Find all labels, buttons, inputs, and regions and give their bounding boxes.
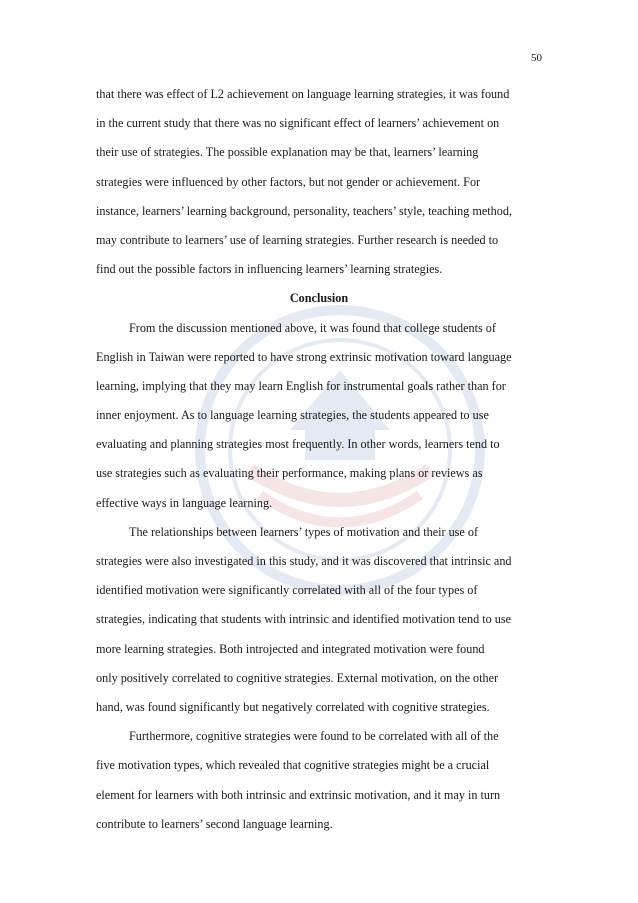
text-line: strategies were also investigated in this study, and it was discovered that intrinsic and	[96, 554, 512, 568]
text-line: effective ways in language learning.	[96, 495, 273, 510]
text-line: The relationships between learners’ types of motivation and their use of	[129, 524, 479, 539]
text-line: evaluating and planning strategies most frequently. In other words, learners tend to	[96, 437, 500, 452]
text-line: may contribute to learners’ use of learning strategies. Further research is needed to	[96, 232, 499, 247]
text-line: From the discussion mentioned above, it was found that college students of	[129, 320, 496, 335]
text-line: learning, implying that they may learn English for instrumental goals rather than for	[96, 378, 506, 393]
text-line: only positively correlated to cognitive strategies. External motivation, on the other	[96, 670, 499, 685]
text-line: strategies were influenced by other factors, but not gender or achievement. For	[96, 174, 481, 189]
text-line: contribute to learners’ second language learning.	[96, 816, 333, 831]
page-number: 50	[531, 52, 542, 64]
text-line: hand, was found significantly but negatively correlated with cognitive strategies.	[96, 699, 490, 714]
text-line: their use of strategies. The possible explanation may be that, learners’ learning	[96, 145, 479, 160]
text-line: inner enjoyment. As to language learning strategies, the students appeared to use	[96, 408, 489, 423]
text-line: strategies, indicating that students with intrinsic and identified motivation tend to use	[96, 612, 511, 627]
text-line: in the current study that there was no significant effect of learners’ achievement on	[96, 116, 500, 131]
text-line: find out the possible factors in influencing learners’ learning strategies.	[96, 262, 443, 277]
text-line: English in Taiwan were reported to have strong extrinsic motivation toward language	[96, 349, 512, 364]
text-line: Furthermore, cognitive strategies were found to be correlated with all of the	[129, 729, 499, 744]
text-line: element for learners with both intrinsic and extrinsic motivation, and it may in turn	[96, 787, 501, 802]
text-line: identified motivation were significantly correlated with all of the four types of	[96, 583, 478, 598]
text-line: instance, learners’ learning background, personality, teachers’ style, teaching method,	[96, 203, 513, 218]
text-line: more learning strategies. Both introjected and integrated motivation were found	[96, 641, 485, 656]
text-line: that there was effect of L2 achievement on language learning strategies, it was found	[96, 87, 510, 101]
text-line: five motivation types, which revealed that cognitive strategies might be a crucial	[96, 758, 490, 773]
body-text	[96, 80, 542, 839]
text-line: use strategies such as evaluating their performance, making plans or reviews as	[96, 466, 483, 481]
section-heading: Conclusion	[289, 291, 349, 306]
